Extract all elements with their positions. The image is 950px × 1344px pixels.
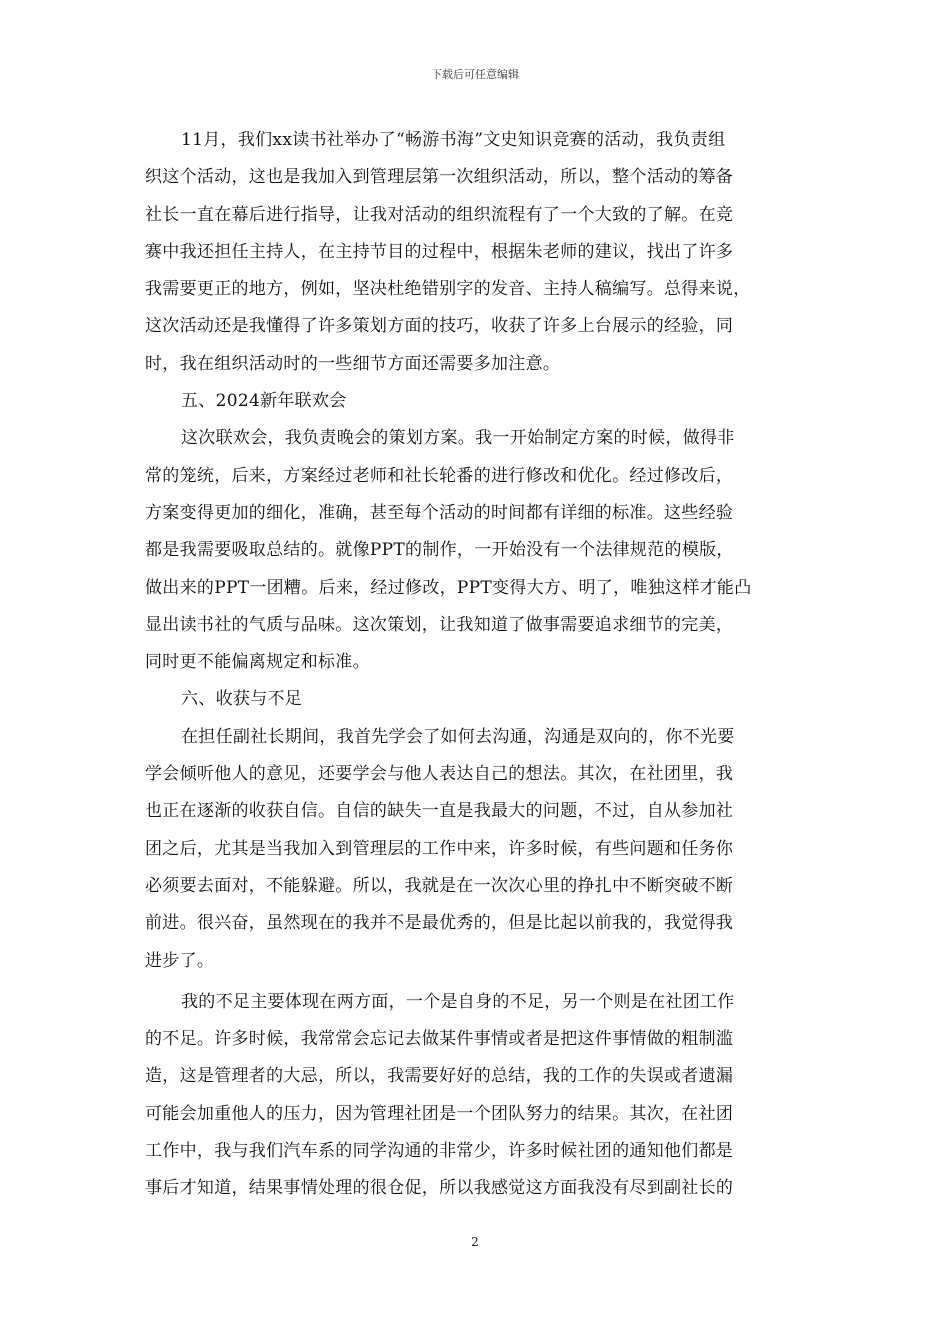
page-number: 2 [471,1235,479,1249]
text-line: 赛中我还担任主持人，在主持节目的过程中，根据朱老师的建议，找出了许多 [145,241,734,262]
text-line: 11月，我们xx读书社举办了“畅游书海”文史知识竞赛的活动，我负责组 [181,130,726,150]
text-line: 方案变得更加的细化，准确，甚至每个活动的时间都有详细的标准。这些经验 [145,502,734,523]
text-line: 这次活动还是我懂得了许多策划方面的技巧，收获了许多上台展示的经验，同 [145,316,734,337]
text-line: 我需要更正的地方，例如，坚决杜绝错别字的发音、主持人稿编写。总得来说， [145,279,751,300]
text-line: 可能会加重他人的压力，因为管理社团是一个团队努力的结果。其次，在社团 [145,1103,734,1124]
text-line: 学会倾听他人的意见，还要学会与他人表达自己的想法。其次，在社团里，我 [145,764,734,785]
text-line: 也正在逐渐的收获自信。自信的缺失一直是我最大的问题，不过，自从参加社 [145,801,734,822]
text-line: 造，这是管理者的大忌，所以，我需要好好的总结，我的工作的失误或者遗漏 [145,1066,734,1087]
text-line: 做出来的PPT一团糟。后来，经过修改，PPT变得大方、明了，唯独这样才能凸 [145,577,752,598]
text-line: 的不足。许多时候，我常常会忘记去做某件事情或者是把这件事情做的粗制滥 [145,1029,734,1050]
section-heading: 六、收获与不足 [181,689,303,710]
document-body [145,122,813,1208]
text-line: 进步了。 [145,950,215,971]
text-line: 前进。很兴奋，虽然现在的我并不是最优秀的，但是比起以前我的，我觉得我 [145,913,734,934]
text-line: 团之后，尤其是当我加入到管理层的工作中来，许多时候，有些问题和任务你 [145,838,734,859]
page-header: 下载后可任意编辑 [431,68,519,81]
text-line: 时，我在组织活动时的一些细节方面还需要多加注意。 [145,353,561,374]
section-heading: 五、2024新年联欢会 [181,391,347,412]
text-line: 织这个活动，这也是我加入到管理层第一次组织活动，所以，整个活动的筹备 [145,167,734,188]
text-line: 都是我需要吸取总结的。就像PPT的制作，一开始没有一个法律规范的模版， [145,540,734,561]
text-line: 显出读书社的气质与品味。这次策划，让我知道了做事需要追求细节的完美， [145,614,734,635]
text-line: 在担任副社长期间，我首先学会了如何去沟通，沟通是双向的，你不光要 [181,726,735,747]
text-line: 工作中，我与我们汽车系的同学沟通的非常少，许多时候社团的通知他们都是 [145,1141,734,1162]
text-line: 事后才知道，结果事情处理的很仓促，所以我感觉这方面我没有尽到副社长的 [145,1178,734,1199]
text-line: 社长一直在幕后进行指导，让我对活动的组织流程有了一个大致的了解。在竞 [145,204,734,225]
text-line: 我的不足主要体现在两方面，一个是自身的不足，另一个则是在社团工作 [181,991,735,1012]
text-line: 必须要去面对，不能躲避。所以，我就是在一次次心里的挣扎中不断突破不断 [145,875,734,896]
text-line: 这次联欢会，我负责晚会的策划方案。我一开始制定方案的时候，做得非 [181,428,735,449]
text-line: 常的笼统，后来，方案经过老师和社长轮番的进行修改和优化。经过修改后， [145,465,734,486]
text-line: 同时更不能偏离规定和标准。 [145,652,370,673]
